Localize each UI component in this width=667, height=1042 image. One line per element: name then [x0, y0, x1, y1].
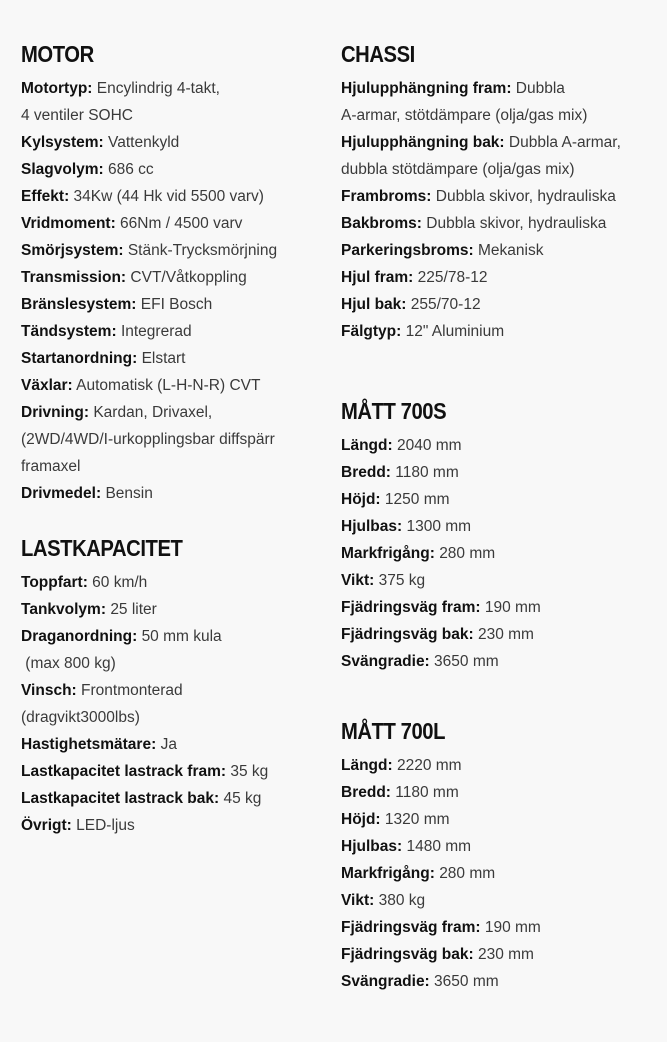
spec-label: Fjädringsväg bak:: [341, 626, 474, 643]
spec-row: [341, 648, 661, 675]
spec-row: [341, 860, 661, 887]
spec-label: Drivning:: [21, 404, 90, 421]
spec-row: [341, 129, 661, 183]
spec-value: Ja: [160, 736, 177, 753]
spec-value: 60 km/h: [92, 574, 148, 591]
motor-spec-list: [21, 75, 326, 507]
spec-value-continued: (max 800 kg): [21, 655, 116, 672]
spec-row: [341, 968, 661, 995]
matt-700s-spec-list: [341, 432, 661, 675]
spec-label: Kylsystem:: [21, 134, 104, 151]
spec-label: Längd:: [341, 757, 393, 774]
spec-row: [21, 345, 326, 372]
spec-row: [341, 941, 661, 968]
spec-value: 1480 mm: [406, 838, 472, 855]
spec-value: 686 cc: [108, 161, 154, 178]
spec-value: 66Nm / 4500 varv: [120, 215, 243, 232]
spec-row: [341, 914, 661, 941]
spec-value: Automatisk (L-H-N-R) CVT: [76, 377, 261, 394]
spec-label: Tankvolym:: [21, 601, 106, 618]
spec-value-continued: (2WD/4WD/I-urkopplingsbar diffspärr: [21, 431, 275, 448]
spec-value: 3650 mm: [434, 653, 499, 670]
spec-label: Vikt:: [341, 572, 375, 589]
spec-label: Höjd:: [341, 491, 381, 508]
chassi-spec-list: [341, 75, 661, 345]
spec-row: [21, 731, 326, 758]
chassi-section: [341, 40, 661, 345]
spec-row: [341, 752, 661, 779]
spec-row: [21, 480, 326, 507]
spec-label: Effekt:: [21, 188, 70, 205]
spec-value: 1250 mm: [384, 491, 450, 508]
spec-label: Fälgtyp:: [341, 323, 402, 340]
spec-value: Bensin: [105, 485, 153, 502]
spec-label: Vikt:: [341, 892, 375, 909]
spec-label: Frambroms:: [341, 188, 432, 205]
spec-label: Bredd:: [341, 784, 391, 801]
spec-row: [341, 567, 661, 594]
spec-row: [21, 183, 326, 210]
spec-value: Vattenkyld: [108, 134, 180, 151]
spec-value: Encylindrig 4-takt,: [96, 80, 220, 97]
matt-700l-spec-list: [341, 752, 661, 995]
spec-row: [21, 264, 326, 291]
spec-row: [341, 75, 661, 129]
spec-value: 280 mm: [439, 545, 496, 562]
spec-row: [21, 569, 326, 596]
spec-label: Längd:: [341, 437, 393, 454]
spec-value: Integrerad: [120, 323, 192, 340]
spec-row: [21, 210, 326, 237]
spec-label: Bredd:: [341, 464, 391, 481]
spec-label: Lastkapacitet lastrack bak:: [21, 790, 220, 807]
spec-label: Markfrigång:: [341, 545, 435, 562]
matt-700s-section: [341, 397, 661, 675]
spec-row: [341, 540, 661, 567]
spec-value: 2040 mm: [396, 437, 462, 454]
spec-row: [21, 785, 326, 812]
spec-value: 1180 mm: [395, 464, 459, 481]
spec-row: [341, 887, 661, 914]
spec-label: Parkeringsbroms:: [341, 242, 474, 259]
spec-label: Transmission:: [21, 269, 127, 286]
spec-label: Slagvolym:: [21, 161, 104, 178]
spec-row: [21, 291, 326, 318]
lastkapacitet-spec-list: [21, 569, 326, 839]
spec-value: Kardan, Drivaxel,: [93, 404, 213, 421]
spec-label: Svängradie:: [341, 973, 430, 990]
spec-label: Drivmedel:: [21, 485, 102, 502]
spec-row: [341, 594, 661, 621]
spec-value: 50 mm kula: [141, 628, 222, 645]
spec-value: 1300 mm: [406, 518, 472, 535]
spec-label: Lastkapacitet lastrack fram:: [21, 763, 227, 780]
spec-label: Vridmoment:: [21, 215, 116, 232]
spec-row: [341, 513, 661, 540]
spec-label: Hjulupphängning bak:: [341, 134, 505, 151]
lastkapacitet-section: [21, 534, 326, 839]
lastkapacitet-heading: LASTKAPACITET: [21, 535, 183, 561]
matt-700l-heading: MÅTT 700L: [341, 718, 446, 744]
spec-value-continued: framaxel: [21, 458, 81, 475]
spec-row: [21, 623, 326, 677]
spec-value: 25 liter: [110, 601, 157, 618]
spec-label: Hastighetsmätare:: [21, 736, 157, 753]
spec-label: Växlar:: [21, 377, 73, 394]
spec-value: Mekanisk: [477, 242, 544, 259]
spec-value: 190 mm: [484, 599, 541, 616]
spec-row: [341, 291, 661, 318]
spec-value-continued: dubbla stötdämpare (olja/gas mix): [341, 161, 575, 178]
spec-value: 230 mm: [477, 626, 534, 643]
motor-heading: MOTOR: [21, 41, 94, 67]
spec-row: [21, 156, 326, 183]
motor-section: [21, 40, 326, 507]
spec-row: [341, 486, 661, 513]
spec-value: Stänk-Trycksmörjning: [127, 242, 278, 259]
spec-row: [341, 806, 661, 833]
spec-row: [341, 432, 661, 459]
spec-label: Motortyp:: [21, 80, 93, 97]
chassi-heading: CHASSI: [341, 41, 415, 67]
spec-value: Elstart: [141, 350, 186, 367]
spec-value: 255/70-12: [410, 296, 481, 313]
spec-label: Fjädringsväg fram:: [341, 919, 481, 936]
spec-label: Hjul bak:: [341, 296, 407, 313]
spec-row: [341, 264, 661, 291]
spec-row: [341, 779, 661, 806]
spec-row: [21, 237, 326, 264]
spec-row: [21, 129, 326, 156]
spec-row: [341, 459, 661, 486]
spec-row: [341, 318, 661, 345]
spec-value: Dubbla skivor, hydrauliska: [426, 215, 607, 232]
spec-label: Vinsch:: [21, 682, 77, 699]
spec-label: Draganordning:: [21, 628, 138, 645]
spec-value: 1180 mm: [395, 784, 459, 801]
spec-value: 35 kg: [230, 763, 269, 780]
spec-label: Fjädringsväg bak:: [341, 946, 474, 963]
spec-value: LED-ljus: [76, 817, 135, 834]
spec-label: Hjulbas:: [341, 518, 403, 535]
spec-row: [21, 596, 326, 623]
spec-row: [341, 210, 661, 237]
spec-value: Dubbla: [515, 80, 565, 97]
spec-row: [21, 318, 326, 345]
spec-label: Hjul fram:: [341, 269, 414, 286]
spec-row: [341, 621, 661, 648]
spec-value: 230 mm: [477, 946, 534, 963]
spec-value-continued: 4 ventiler SOHC: [21, 107, 133, 124]
spec-row: [21, 372, 326, 399]
spec-value-continued: (dragvikt3000lbs): [21, 709, 140, 726]
spec-value: Dubbla A-armar,: [508, 134, 621, 151]
spec-value: 45 kg: [223, 790, 262, 807]
spec-label: Bakbroms:: [341, 215, 422, 232]
spec-label: Höjd:: [341, 811, 381, 828]
spec-label: Hjulbas:: [341, 838, 403, 855]
spec-value: 2220 mm: [396, 757, 462, 774]
spec-label: Bränslesystem:: [21, 296, 137, 313]
spec-label: Startanordning:: [21, 350, 138, 367]
spec-row: [341, 237, 661, 264]
spec-value: 34Kw (44 Hk vid 5500 varv): [73, 188, 264, 205]
spec-value: Frontmonterad: [81, 682, 183, 699]
spec-row: [21, 399, 326, 480]
spec-value: 225/78-12: [417, 269, 488, 286]
spec-row: [21, 758, 326, 785]
matt-700s-heading: MÅTT 700S: [341, 398, 447, 424]
spec-row: [21, 75, 326, 129]
spec-row: [21, 677, 326, 731]
spec-row: [341, 833, 661, 860]
spec-label: Fjädringsväg fram:: [341, 599, 481, 616]
spec-value: EFI Bosch: [140, 296, 213, 313]
spec-label: Toppfart:: [21, 574, 88, 591]
spec-value: 375 kg: [378, 572, 426, 589]
spec-value: 1320 mm: [384, 811, 450, 828]
spec-value: 3650 mm: [434, 973, 499, 990]
spec-value: 190 mm: [484, 919, 541, 936]
spec-value: 380 kg: [378, 892, 426, 909]
spec-row: [21, 812, 326, 839]
spec-value-continued: A-armar, stötdämpare (olja/gas mix): [341, 107, 588, 124]
matt-700l-section: [341, 717, 661, 995]
spec-value: 12" Aluminium: [405, 323, 505, 340]
spec-label: Svängradie:: [341, 653, 430, 670]
spec-value: CVT/Våtkoppling: [130, 269, 247, 286]
spec-label: Markfrigång:: [341, 865, 435, 882]
spec-label: Tändsystem:: [21, 323, 117, 340]
spec-row: [341, 183, 661, 210]
spec-label: Smörjsystem:: [21, 242, 124, 259]
spec-label: Övrigt:: [21, 817, 72, 834]
spec-value: Dubbla skivor, hydrauliska: [435, 188, 616, 205]
spec-value: 280 mm: [439, 865, 496, 882]
spec-label: Hjulupphängning fram:: [341, 80, 512, 97]
